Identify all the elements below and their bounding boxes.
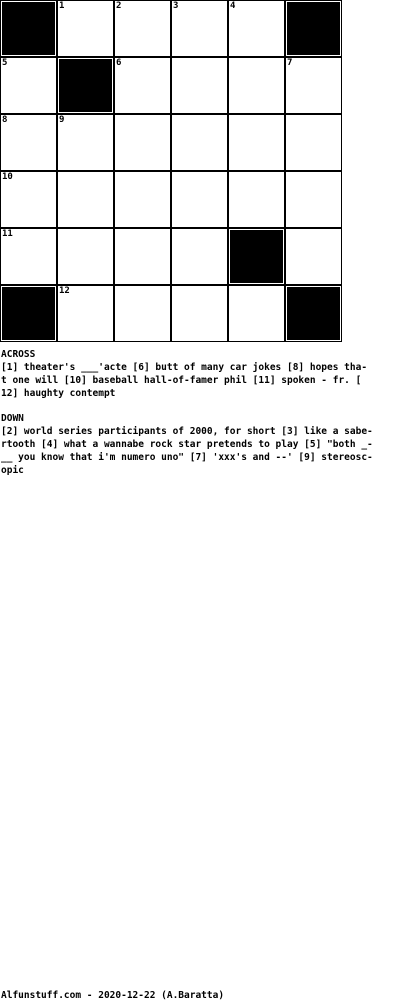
footer-credit: Alfunstuff.com - 2020-12-22 (A.Baratta): [1, 990, 225, 1001]
across-clues: [1, 348, 397, 400]
grid-cell[interactable]: [0, 114, 57, 171]
clue-number: 9: [59, 115, 65, 125]
grid-cell[interactable]: [57, 0, 114, 57]
down-clues: [1, 412, 397, 477]
clue-number: 5: [2, 58, 8, 68]
grid-cell[interactable]: [114, 228, 171, 285]
black-cell: [285, 285, 342, 342]
grid-cell[interactable]: [228, 285, 285, 342]
grid-cell[interactable]: [171, 228, 228, 285]
grid-cell[interactable]: [57, 285, 114, 342]
grid-cell[interactable]: [228, 114, 285, 171]
clue-number: 11: [2, 229, 13, 239]
down-heading: DOWN: [1, 413, 24, 424]
grid-cell[interactable]: [0, 171, 57, 228]
black-cell: [57, 57, 114, 114]
grid-cell[interactable]: [228, 57, 285, 114]
black-cell: [228, 228, 285, 285]
black-cell: [0, 285, 57, 342]
crossword-grid: [0, 0, 344, 344]
grid-cell[interactable]: [171, 0, 228, 57]
grid-cell[interactable]: [114, 171, 171, 228]
grid-cell[interactable]: [171, 285, 228, 342]
clue-number: 1: [59, 1, 65, 11]
grid-cell[interactable]: [228, 0, 285, 57]
grid-cell[interactable]: [285, 114, 342, 171]
clue-number: 2: [116, 1, 122, 11]
black-cell: [0, 0, 57, 57]
grid-cell[interactable]: [0, 57, 57, 114]
clue-number: 6: [116, 58, 122, 68]
grid-cell[interactable]: [171, 114, 228, 171]
clue-number: 10: [2, 172, 13, 182]
down-clue-text: [2] world series participants of 2000, for short [3] like a sabe- rtooth [4] what a wannabe rock star pretends to play [5] "both _- __ you know that i'm numero uno" [7] 'xxx's and --' [9] stereosc- opic: [1, 426, 373, 476]
grid-cell[interactable]: [285, 171, 342, 228]
grid-cell[interactable]: [57, 171, 114, 228]
grid-cell[interactable]: [114, 0, 171, 57]
grid-cell[interactable]: [114, 57, 171, 114]
grid-cell[interactable]: [114, 285, 171, 342]
grid-cell[interactable]: [228, 171, 285, 228]
clue-number: 3: [173, 1, 179, 11]
clue-number: 8: [2, 115, 8, 125]
grid-cell[interactable]: [171, 57, 228, 114]
across-clue-text: [1] theater's ___'acte [6] butt of many car jokes [8] hopes tha- t one will [10] baseball hall-of-famer phil [11] spoken - fr. [ 12] haughty contempt: [1, 362, 368, 399]
grid-cell[interactable]: [114, 114, 171, 171]
clue-number: 4: [230, 1, 236, 11]
clue-number: 7: [287, 58, 293, 68]
grid-cell[interactable]: [285, 228, 342, 285]
grid-cell[interactable]: [171, 171, 228, 228]
across-heading: ACROSS: [1, 349, 36, 360]
grid-cell[interactable]: [57, 228, 114, 285]
black-cell: [285, 0, 342, 57]
grid-cell[interactable]: [57, 114, 114, 171]
grid-cell[interactable]: [0, 228, 57, 285]
clue-number: 12: [59, 286, 70, 296]
grid-cell[interactable]: [285, 57, 342, 114]
